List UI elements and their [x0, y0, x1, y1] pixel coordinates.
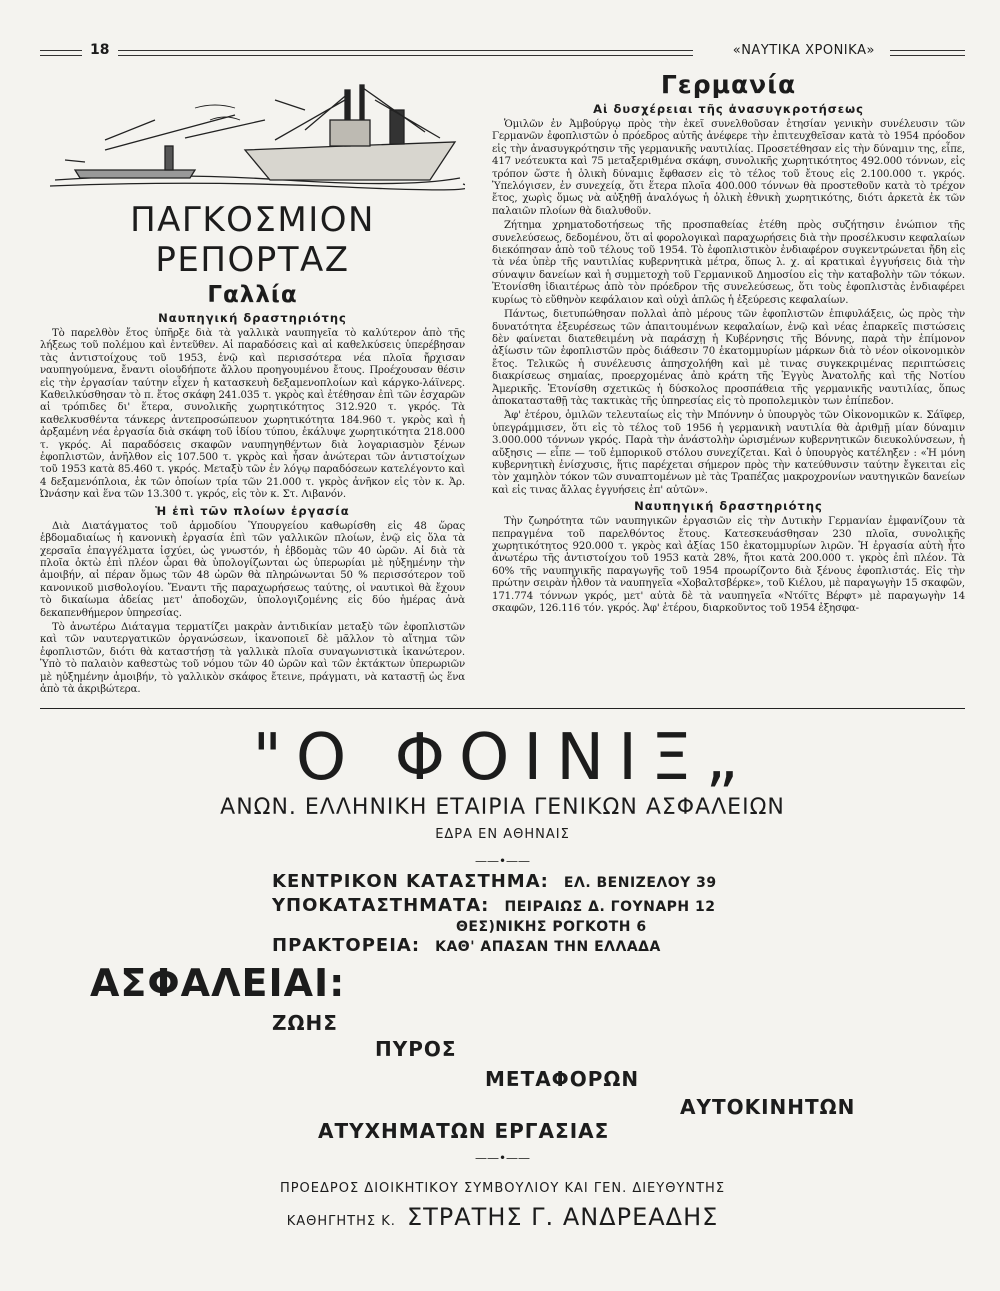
journal-title: «ΝΑΥΤΙΚΑ ΧΡΟΝΙΚΑ» [732, 43, 875, 58]
insurance-auto: ΑΥΤΟΚΙΝΗΤΩΝ [680, 1095, 856, 1119]
ad-title-text: Ο ΦΟΙΝΙΞ [295, 721, 706, 795]
ad-title: "Ο ΦΟΙΝΙΞ„ [252, 721, 753, 795]
ad-seat: ΕΔΡΑ ΕΝ ΑΘΗΝΑΙΣ [435, 827, 570, 842]
agencies-value: ΚΑΘ' ΑΠΑΣΑΝ ΤΗΝ ΕΛΛΑΔΑ [435, 939, 661, 955]
paragraph: Τὸ παρελθὸν ἔτος ὑπῆρξε διὰ τὰ γαλλικὰ ναυπηγεῖα τὸ καλύτερον ἀπὸ τῆς λήξεως τοῦ πολέμου καὶ ἐντεῦθεν. Αἱ παραδόσεις καὶ αἱ καθελκύσεις ὑπερέβησαν τὰς ἀντιστοίχους τοῦ 1953, ἐνῷ καὶ περισσότερα νέα πλοῖα ἤρχισαν ναυπηγούμενα, ἔναντι οἱουδήποτε ἄλλου προηγουμένου ἔτους. Προέχουσαν θέσιν εἰς τὴν ἐργασίαν ταύτην εἶχεν ἡ κατασκευὴ δεξαμενοπλοίων καὶ κάργκο-λάϊνερς. Καθειλκύσθησαν τὸ π. ἔτος σκάφη 241.035 τ. γκρὸς καὶ ἐτέθησαν ἐπὶ τῶν ἐσχαρῶν αἱ τρόπιδες δι' ἕτερα, συνολικῆς χωρητικότητος 312.920 τ. γκρός. Τὰ καθελκυσθέντα τάνκερς ἀντεπροσώπευον χωρητικότητα 184.960 τ. γκρὸς καὶ ἡ ἀρξαμένη νέα ἐργασία διὰ σκάφη τοῦ ἰδίου τύπου, ἐκάλυψε χωρητικότητα 218.000 τ. γκρός. Αἱ παραδόσεις σκαφῶν ναυπηγηθέντων διὰ λογαριασμὸν ξένων ἐφοπλιστῶν, ἀνῆλθον εἰς 107.500 τ. γκρὸς καὶ ἦσαν ἀνώτεραι τῶν ἀντιστοίχων τοῦ 1953 κατὰ 85.460 τ. γκρός. Μεταξὺ τῶν ἐν λόγῳ παραδόσεων κατελέγοντο καὶ 4 δεξαμενόπλοια, ἐκ τῶν ὁποίων τρία τῶν 21.000 τ. γκρὸς ἀνῆκον εἰς τὸν κ. Ἀρ. Ὠνάσην καὶ ἕνα τῶν 13.300 τ. γκρός, εἰς τὸν κ. Στ. Λιβανόν. [40, 328, 465, 501]
professor-name: ΣΤΡΑΤΗΣ Γ. ΑΝΔΡΕΑΔΗΣ [406, 1203, 719, 1231]
branches-label: ΥΠΟΚΑΤΑΣΤΗΜΑΤΑ: [272, 895, 490, 916]
paragraph: Τὴν ζωηρότητα τῶν ναυπηγικῶν ἐργασιῶν εἰς τὴν Δυτικὴν Γερμανίαν ἐμφανίζουν τὰ πεπραγμένα τοῦ παρελθόντος ἔτους. Κατεσκευάσθησαν 230 πλοῖα, συνολικῆς χωρητικότητος 920.000 τ. γκρὸς καὶ ἀξίας 150 ἑκατομμυρίων λιρῶν. Ἡ ἐργασία αὐτὴ ἦτο ἀνωτέρω τῆς ἀντιστοίχου τοῦ 1953 κατὰ 28%, ἤτοι κατὰ 200.000 τ. γκρὸς ἐπὶ πλέον. Τὰ 60% τῆς ναυπηγικῆς παραγωγῆς τοῦ 1954 προωρίζοντο διὰ ξένους ἐφοπλιστάς. Εἰς τὴν πρώτην σειρὰν ἦλθον τὰ ναυπηγεῖα «Χοβαλτσβέρκε», τοῦ Κιέλου, μὲ παραγωγὴν 15 σκαφῶν, 171.774 τόννων γκρός, μετ' αὐτὰ δὲ τὰ ναυπηγεῖα «Ντόϊτς Βέρφτ» μὲ παραγωγὴν 14 σκαφῶν, 126.116 τόν. γκρός. Ἀφ' ἑτέρου, διαρκοῦντος τοῦ 1954 ἐξησφα- [492, 516, 965, 615]
branch-piraeus: ΠΕΙΡΑΙΩΣ Δ. ΓΟΥΝΑΡΗ 12 [504, 899, 716, 915]
section-title-shipbuilding-germany: Ναυπηγική δραστηριότης [634, 499, 823, 514]
ad-branches-row [272, 895, 716, 916]
left-column [40, 200, 465, 706]
professor-prefix: ΚΑΘΗΓΗΤΗΣ Κ. [286, 1214, 396, 1229]
section-title-difficulties: Αἱ δυσχέρειαι τῆς ἀνασυγκροτήσεως [593, 102, 864, 116]
insurances-label: ΑΣΦΑΛΕΙΑΙ: [90, 961, 346, 1005]
president-line: ΠΡΟΕΔΡΟΣ ΔΙΟΙΚΗΤΙΚΟΥ ΣΥΜΒΟΥΛΙΟΥ ΚΑΙ ΓΕΝ. ΔΙΕΥΘΥΝΤΗΣ [279, 1181, 726, 1196]
insurance-transport: ΜΕΤΑΦΟΡΩΝ [485, 1067, 640, 1091]
professor-line [40, 1203, 965, 1231]
insurance-life: ΖΩΗΣ [272, 1011, 338, 1035]
branch-thessaloniki: ΘΕΣ)ΝΙΚΗΣ ΡΟΓΚΟΤΗ 6 [456, 919, 647, 935]
insurance-work-accidents: ΑΤΥΧΗΜΑΤΩΝ ΕΡΓΑΣΙΑΣ [318, 1119, 610, 1143]
agencies-label: ΠΡΑΚΤΟΡΕΙΑ: [272, 935, 421, 956]
country-title-france: Γαλλία [207, 282, 298, 308]
page-header [40, 42, 965, 62]
insurance-fire: ΠΥΡΟΣ [375, 1037, 457, 1061]
ship-illustration [45, 80, 465, 195]
country-title-germany: Γερμανία [660, 70, 797, 99]
category-title: ΠΑΓΚΟΣΜΙΟΝ ΡΕΠΟΡΤΑΖ [130, 200, 375, 280]
paragraph: Πάντως, διετυπώθησαν πολλαὶ ἀπὸ μέρους τῶν ἐφοπλιστῶν ἐπιφυλάξεις, ὡς πρὸς τὴν δυνατότητα ἐξευρέσεως τῶν ἀπαιτουμένων κεφαλαίων, ἐνῷ καὶ νέας ἐπαρκεῖς πιστώσεις δὲν φαίνεται διατεθειμένη νὰ παράσχῃ ἡ Κυβέρνησις τῆς Βόννης, παρὰ τὴν ἐπίμονον ἀξίωσιν τῶν ἐφοπλιστῶν πρὸς διάθεσιν 70 ἑκατομμυρίων μάρκων διὰ τὸ νέον οἰκονομικὸν ἔτος. Τελικῶς ἡ συνέλευσις ἀπησχολήθη καὶ μὲ τινας συγκεκριμένας περιπτώσεις διακρίσεως σημαίας, προερχομένας ἀπὸ κράτη τῆς Ἐγγὺς Ἀνατολῆς καὶ τῆς Νοτίου Ἀμερικῆς. Ἐτονίσθη σχετικῶς ἡ δύσκολος προσπάθεια τῆς γερμανικῆς ναυτιλίας, ὅπως ἀποκατασταθῇ τὰς τακτικὰς τῆς ὑπηρεσίας εἰς τὸ προπολεμικὸν των ἐπίπεδον. [492, 309, 965, 407]
central-value: ΕΛ. ΒΕΝΙΖΕΛΟΥ 39 [563, 875, 717, 891]
ad-agencies-row [272, 935, 661, 956]
header-rule-left [40, 50, 82, 56]
ad-central-row [272, 871, 717, 892]
paragraph: Ζήτημα χρηματοδοτήσεως τῆς προσπαθείας ἐτέθη πρὸς συζήτησιν ἐνώπιον τῆς συνελεύσεως, δεδομένου, ὅτι αἱ φορολογικαὶ παραχωρήσεις διὰ τὴν προσέλκυσιν κεφαλαίων διεκόπησαν ἀπὸ τοῦ τέλους τοῦ 1954. Τὸ ἐφοπλιστικὸν ἐνδιαφέρον συγκεντρώνεται ἤδη εἰς τὰ νέα ὑπὲρ τῆς ναυτιλίας κυβερνητικὰ μέτρα, ὅπως λ. χ. αἱ κρατικαὶ ἐγγυήσεις διὰ τὴν σύναψιν δανείων καὶ ἡ συμμετοχὴ τοῦ Γερμανικοῦ Δημοσίου εἰς τὴν καταβολὴν τῶν τόκων. Ἐτονίσθη ἰδιαιτέρως ἀπὸ τὸν πρόεδρον τῆς συνελεύσεως, ὅτι τοὺς ἐφοπλιστὰς ἐνδιαφέρει κυρίως τὸ εὔθηνὸν κεφάλαιον καὶ οὐχὶ ἁπλῶς ἡ ἐξεύρεσις κεφαλαίων. [492, 220, 965, 306]
header-rule-middle [118, 50, 693, 56]
ornament-divider: ——•—— [474, 854, 531, 868]
right-column [492, 70, 965, 706]
section-title-shipbuilding: Ναυπηγική δραστηριότης [158, 311, 347, 325]
paragraph: Ὁμιλῶν ἐν Ἀμβούργῳ πρὸς τὴν ἐκεῖ συνελθοῦσαν ἐτησίαν γενικὴν συνέλευσιν τῶν Γερμανῶν ἐφοπλιστῶν ὁ πρόεδρος αὐτῆς ἀνέφερε τὴν ἐπιτευχθεῖσαν κατὰ τὸ 1954 πρόοδον εἰς τὴν ἀνασυγκρότησιν τῆς γερμανικῆς ναυτιλίας. Προσετέθησαν εἰς τὴν δύναμιν της, εἶπε, 417 νεότευκτα καὶ 75 μεταξεριθμένα σκάφη, συνολικῆς χωρητικότητος 492.000 τόννων, εἰς τρόπον ὥστε ἡ ὁλικὴ δύναμις ἔφθασεν εἰς τὸ τέλος τοῦ ἔτους εἰς 2.100.000 τ. γκρός. Ὑπελόγισεν, ἐν συνεχείᾳ, ὅτι ἕτερα πλοῖα 400.000 τόννων θὰ προστεθοῦν κατὰ τὸ τρέχον ἔτος, χωρὶς ὅμως νὰ αὐξηθῇ ἀναλόγως ἡ ὁλικὴ ἐθνικὴ χωρητικότης, διότι ἀρκετὰ ἐκ τῶν παλαιῶν πλοίων θὰ διαλυθοῦν. [492, 119, 965, 217]
advertisement [40, 708, 965, 1269]
ornament-divider: ——•—— [474, 1151, 531, 1165]
paragraph: Τὸ ἀνωτέρω Διάταγμα τερματίζει μακρὰν ἀντιδικίαν μεταξὺ τῶν ἐφοπλιστῶν καὶ τῶν ναυτεργατικῶν ὀργανώσεων, ἱκανοποιεῖ δὲ μᾶλλον τὸ αἴτημα τῶν ἐφοπλιστῶν, διότι θὰ καταστήσῃ τὰ γαλλικὰ πλοῖα συναγωνιστικὰ ἱκανώτερον. Ὑπὸ τὸ παλαιὸν καθεστὼς τοῦ νόμου τῶν 40 ὡρῶν καὶ τῶν ἐκτάκτων ὑπερωριῶν μὲ ηὐξημένην ἀμοιβήν, τὸ γαλλικὸν σκάφος ἔτεινε, πράγματι, νὰ καταστῇ ὡς ἕνα ἀπὸ τὰ ἀκριβώτερα. [40, 621, 465, 695]
page-number: 18 [90, 42, 110, 58]
central-label: ΚΕΝΤΡΙΚΟΝ ΚΑΤΑΣΤΗΜΑ: [272, 871, 549, 892]
ad-company: ΑΝΩΝ. ΕΛΛΗΝΙΚΗ ΕΤΑΙΡΙΑ ΓΕΝΙΚΩΝ ΑΣΦΑΛΕΙΩΝ [220, 795, 785, 820]
paragraph: Διὰ Διατάγματος τοῦ ἁρμοδίου Ὑπουργείου καθωρίσθη εἰς 48 ὥρας ἑβδομαδιαίως ἡ κανονικὴ ἐργασία ἐπὶ τῶν γαλλικῶν πλοίων, ἐνῷ εἰς ὅλα τὰ χερσαῖα ἐπαγγέλματα ἰσχύει, ὡς γνωστόν, ἡ ἑβδομὰς τῶν 40 ὡρῶν. Αἱ διὰ τὰ πλοῖα ὀκτὼ ἐπὶ πλέον ὧραι θὰ ὑπολογίζωνται ὡς ὑπερωρίαι μὲ ηὐξημένην τὴν ἀμοιβήν, αἱ πέραν ὅμως τῶν 48 ὡρῶν θὰ πληρώνωνται 50 % περισσότερον τοῦ κανονικοῦ μισθολογίου. Ἔναντι τῆς παραχωρήσεως ταύτης, οἱ ναυτικοὶ θὰ ἔχουν τὸ δικαίωμα ἀδείας μετ' ἀποδοχῶν, ὑπολογιζομένης εἰς δύο ἡμέρας ἀνὰ δεκαπενθήμερον ὑπηρεσίας. [40, 520, 465, 619]
paragraph: Ἀφ' ἑτέρου, ὁμιλῶν τελευταίως εἰς τὴν Μπόννην ὁ ὑπουργὸς τῶν Οἰκονομικῶν κ. Σάϊφερ, ὑπεγράμμισεν, ὅτι εἰς τὸ τέλος τοῦ 1956 ἡ γερμανικὴ ναυτιλία θὰ ἀριθμῇ μίαν δύναμιν 3.000.000 τόννων γκρός. Παρὰ τὴν ἀνάστολὴν ὡρισμένων κυβερνητικῶν διευκολύνσεων, ἡ αὔξησις — εἶπε — τοῦ ἐμπορικοῦ στόλου συνεχίζεται. Καὶ ὁ ὑπουργὸς κατέληξεν : «Ἡ μόνη κυβερνητικὴ ἐνίσχυσις, ἥτις παρέχεται σήμερον πρὸς τὴν κατεύθυνσιν ταύτην ἔγκειται εἰς τὸν χαμηλὸν τόκον τῶν συναπτομένων μὲ τὰς Τραπέζας μακροχρονίων ναυτηγικῶν δανείων καὶ εἰς τινας ἄλλας ἐγγυήσεις ἐπ' αὐτῶν». [492, 410, 965, 496]
section-title-work: Ἡ ἐπὶ τῶν πλοίων ἐργασία [155, 503, 350, 518]
header-rule-right [890, 50, 965, 56]
